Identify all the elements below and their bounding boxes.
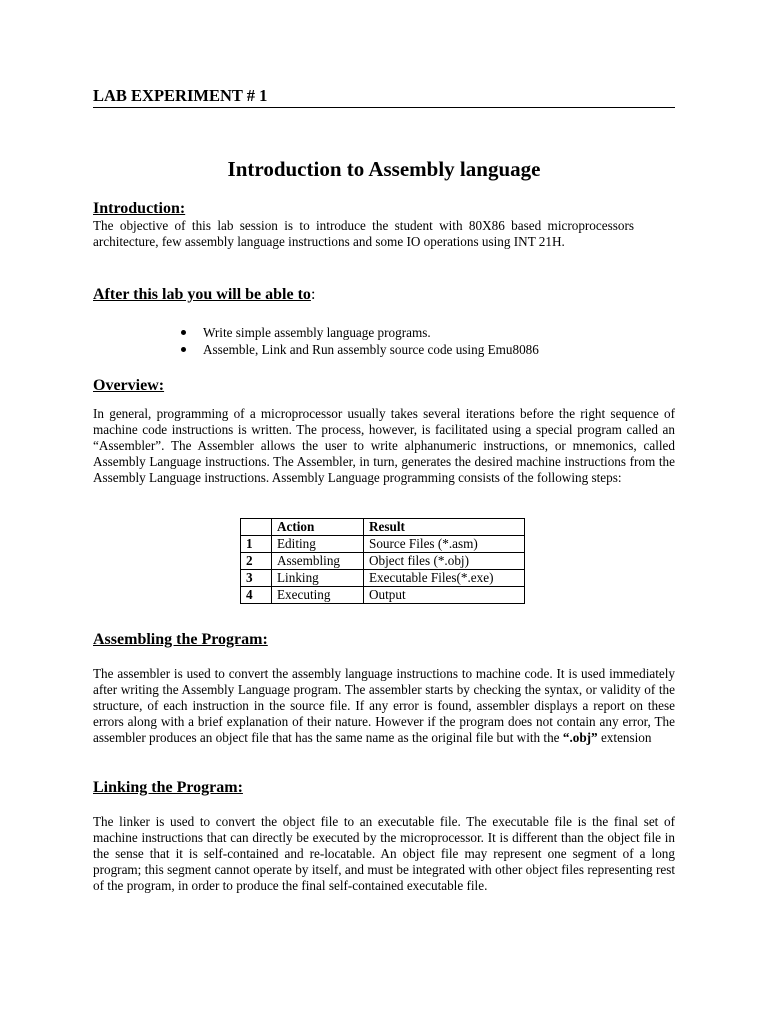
linking-heading: [93, 778, 243, 798]
table-header-cell: Result: [364, 519, 525, 536]
list-item-text: Write simple assembly language programs.: [203, 325, 431, 340]
table-cell: Executable Files(*.exe): [364, 570, 525, 587]
overview-heading: [93, 376, 164, 396]
table-header-cell: [241, 519, 272, 536]
assembling-paragraph: [93, 666, 675, 746]
table-cell: 4: [241, 587, 272, 604]
assembling-body-end: extension: [597, 730, 652, 745]
steps-table: [240, 518, 525, 604]
table-cell: Source Files (*.asm): [364, 536, 525, 553]
table-row: [241, 587, 525, 604]
table-cell: Output: [364, 587, 525, 604]
linking-heading-text: Linking the Program:: [93, 779, 243, 796]
objectives-heading: [93, 285, 315, 305]
bullet-icon: [181, 330, 186, 335]
table-cell: 1: [241, 536, 272, 553]
assembling-body-text: The assembler is used to convert the assembly language instructions to machine code. It is used immediately after writing the Assembly Language program. The assembler starts by checking the syntax, or validity of the structure, of each instruction in the source file. If any error is found, assembler displays a report on these errors along with a brief explanation of their nature. However if the program does not contain any error, The assembler produces an object file that has the same name as the original file but with the: [93, 666, 675, 745]
overview-heading-text: Overview:: [93, 377, 165, 394]
table-cell: Object files (*.obj): [364, 553, 525, 570]
obj-extension-text: “.obj”: [562, 730, 598, 745]
assembling-heading-text: Assembling the Program:: [93, 631, 268, 648]
objectives-heading-suffix: :: [310, 286, 316, 303]
objectives-heading-text: After this lab you will be able to: [93, 286, 311, 303]
table-header-cell: Action: [272, 519, 364, 536]
table-cell: Linking: [272, 570, 364, 587]
table-row: [241, 570, 525, 587]
assembling-heading: [93, 630, 268, 650]
table-cell: 2: [241, 553, 272, 570]
linking-paragraph: The linker is used to convert the object file to an executable file. The executable file is the final set of machine instructions that can directly be executed by the microprocessor. It is different than the object file in the sense that it is self-contained and re-locatable. An object file may represent one segment of a long program; this segment cannot operate by itself, and must be integrated with other object files representing rest of the program, in order to produce the final self-contained executable file.: [93, 814, 675, 893]
overview-paragraph: In general, programming of a microprocessor usually takes several iterations before the right sequence of machine code instructions is written. The process, however, is facilitated using a special program called an “Assembler”. The Assembler allows the user to write alphanumeric instructions, or mnemonics, called Assembly Language instructions. The Assembler, in turn, generates the desired machine instructions from the Assembly Language instructions. Assembly Language programming consists of the following steps:: [93, 406, 675, 485]
table-cell: Executing: [272, 587, 364, 604]
table-row: [241, 536, 525, 553]
list-item: [175, 324, 539, 341]
table-cell: 3: [241, 570, 272, 587]
objectives-list: [175, 324, 539, 358]
table-header-row: [241, 519, 525, 536]
lab-experiment-title: LAB EXPERIMENT # 1: [93, 87, 675, 108]
table-row: [241, 553, 525, 570]
introduction-paragraph: The objective of this lab session is to introduce the student with 80X86 based microprocessors architecture, few assembly language instructions and some IO operations using INT 21H.: [93, 218, 634, 249]
introduction-heading-text: Introduction:: [93, 200, 186, 217]
page-title: Introduction to Assembly language: [227, 157, 541, 181]
list-item-text: Assemble, Link and Run assembly source code using Emu8086: [203, 342, 539, 357]
table-cell: Assembling: [272, 553, 364, 570]
bullet-icon: [181, 347, 186, 352]
table-cell: Editing: [272, 536, 364, 553]
introduction-heading: [93, 199, 185, 219]
list-item: [175, 341, 539, 358]
